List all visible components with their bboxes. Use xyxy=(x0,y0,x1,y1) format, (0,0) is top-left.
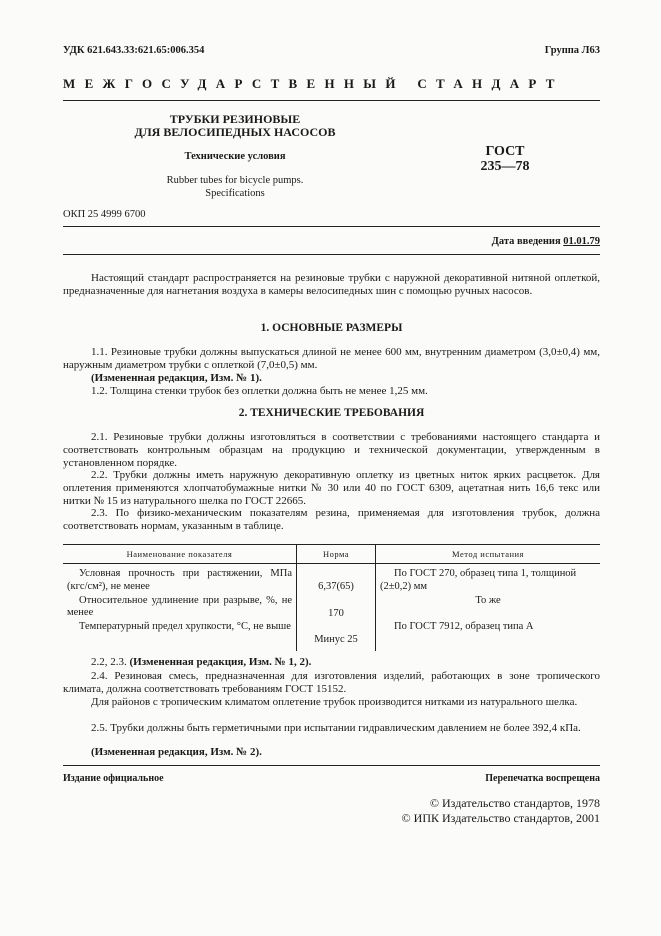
copyright-1978: © Издательство стандартов, 1978 xyxy=(429,796,600,810)
date-label: Дата введения xyxy=(491,236,561,247)
table-row xyxy=(63,564,600,594)
okp-code: ОКП 25 4999 6700 xyxy=(63,209,146,220)
english-title-line-1: Rubber tubes for bicycle pumps. xyxy=(166,175,304,186)
date-divider xyxy=(63,254,600,255)
cell-method: То же xyxy=(376,594,601,621)
cell-norm: 6,37(65) xyxy=(297,564,376,594)
intro-paragraph: Настоящий стандарт распространяется на резиновые трубки с наружной декоративной нитяной оплеткой, предназначенные для нагнетания воздуха в камеры велосипедных шин с помощью ручных насосов. xyxy=(63,272,600,298)
header-indicator: Наименование показателя xyxy=(63,545,297,564)
banner-divider xyxy=(63,100,600,101)
gost-number: 235—78 xyxy=(480,159,530,174)
group-code: Группа Л63 xyxy=(544,45,600,56)
paragraph-2-2: 2.2. Трубки должны иметь наружную декоративную оплетку из цветных ниток ярких расцветок. Для оплетения применяются хлопчатобумажные нитки № 30 или 40 по ГОСТ 6309, ацетатная нить 16,6 текс или нитки № 15 из натурального шелка по ГОСТ 22665. xyxy=(63,469,600,508)
paragraph-2-3: 2.3. По физико-механическим показателям резина, применяемая для изготовления трубок, должна соответствовать нормам, указанным в таблице. xyxy=(63,507,600,533)
paragraph-1-1: 1.1. Резиновые трубки должны выпускаться длиной не менее 600 мм, внутренним диаметром (3,0±0,4) мм, наружным диаметром трубки с оплеткой (7,0±0,5) мм. xyxy=(63,346,600,372)
gost-label: ГОСТ xyxy=(485,144,525,159)
paragraph-2-1: 2.1. Резиновые трубки должны изготовляться в соответствии с требованиями настоящего стандарта и соответствовать контрольным образцам на продукцию и технической документации, утвержденным в установленном порядке. xyxy=(63,431,600,470)
title-line-2: ДЛЯ ВЕЛОСИПЕДНЫХ НАСОСОВ xyxy=(134,125,336,139)
cell-name: Температурный предел хрупкости, °С, не выше xyxy=(79,621,291,632)
cell-name: Относительное удлинение при разрыве, %, не менее xyxy=(67,594,292,618)
paragraph-1-1-note: (Измененная редакция, Изм. № 1). xyxy=(91,372,262,384)
paragraph-2-4: 2.4. Резиновая смесь, предназначенная для изготовления изделий, работающих в зоне тропического климата, должна соответствовать требованиям ГОСТ 15152. xyxy=(63,670,600,696)
english-title-line-2: Specifications xyxy=(205,187,265,199)
paragraph-2-2-2-3-note xyxy=(63,656,600,669)
paragraph-1-2: 1.2. Толщина стенки трубок без оплетки должна быть не менее 1,25 мм. xyxy=(91,385,428,397)
table-row xyxy=(63,620,600,651)
header-norm: Норма xyxy=(297,545,376,564)
cell-norm: 170 xyxy=(297,594,376,621)
title-subtitle: Технические условия xyxy=(184,151,286,162)
paragraph-2-4-tropical: Для районов с тропическим климатом оплетение трубок производится нитками из натурального шелка. xyxy=(91,696,578,708)
properties-table xyxy=(63,545,600,651)
cell-norm: Минус 25 xyxy=(297,620,376,651)
table-row xyxy=(63,594,600,621)
section-1-heading: 1. ОСНОВНЫЕ РАЗМЕРЫ xyxy=(260,322,403,334)
udk-code: УДК 621.643.33:621.65:006.354 xyxy=(63,45,205,56)
official-edition: Издание официальное xyxy=(63,773,164,784)
note-numbers: 2.2, 2.3. xyxy=(91,656,127,668)
copyright-block xyxy=(402,796,600,826)
cell-name: Условная прочность при растяжении, МПа (кгс/см²), не менее xyxy=(67,568,292,592)
footer-divider xyxy=(63,765,600,766)
section-2-heading: 2. ТЕХНИЧЕСКИЕ ТРЕБОВАНИЯ xyxy=(238,407,425,419)
date-value: 01.01.79 xyxy=(563,236,600,247)
introduction-date xyxy=(492,236,600,247)
standard-banner: МЕЖГОСУДАРСТВЕННЫЙ СТАНДАРТ xyxy=(63,76,564,91)
okp-divider xyxy=(63,226,600,227)
gost-block xyxy=(460,144,550,174)
title-line-1: ТРУБКИ РЕЗИНОВЫЕ xyxy=(169,112,301,126)
header-method: Метод испытания xyxy=(376,545,601,564)
cell-method: По ГОСТ 7912, образец типа А xyxy=(376,620,601,651)
paragraph-2-5-note: (Измененная редакция, Изм. № 2). xyxy=(91,746,262,758)
reprint-prohibited: Перепечатка воспрещена xyxy=(485,773,600,784)
note-text: (Измененная редакция, Изм. № 1, 2). xyxy=(129,656,312,668)
title-block xyxy=(130,113,340,139)
cell-method: По ГОСТ 270, образец типа 1, толщиной (2±0,2) мм xyxy=(376,564,601,594)
table-header-row xyxy=(63,545,600,564)
paragraph-2-5: 2.5. Трубки должны быть герметичными при испытании гидравлическим давлением не более 392,4 кПа. xyxy=(91,722,581,734)
english-title xyxy=(130,175,340,200)
copyright-2001: © ИПК Издательство стандартов, 2001 xyxy=(401,811,600,825)
